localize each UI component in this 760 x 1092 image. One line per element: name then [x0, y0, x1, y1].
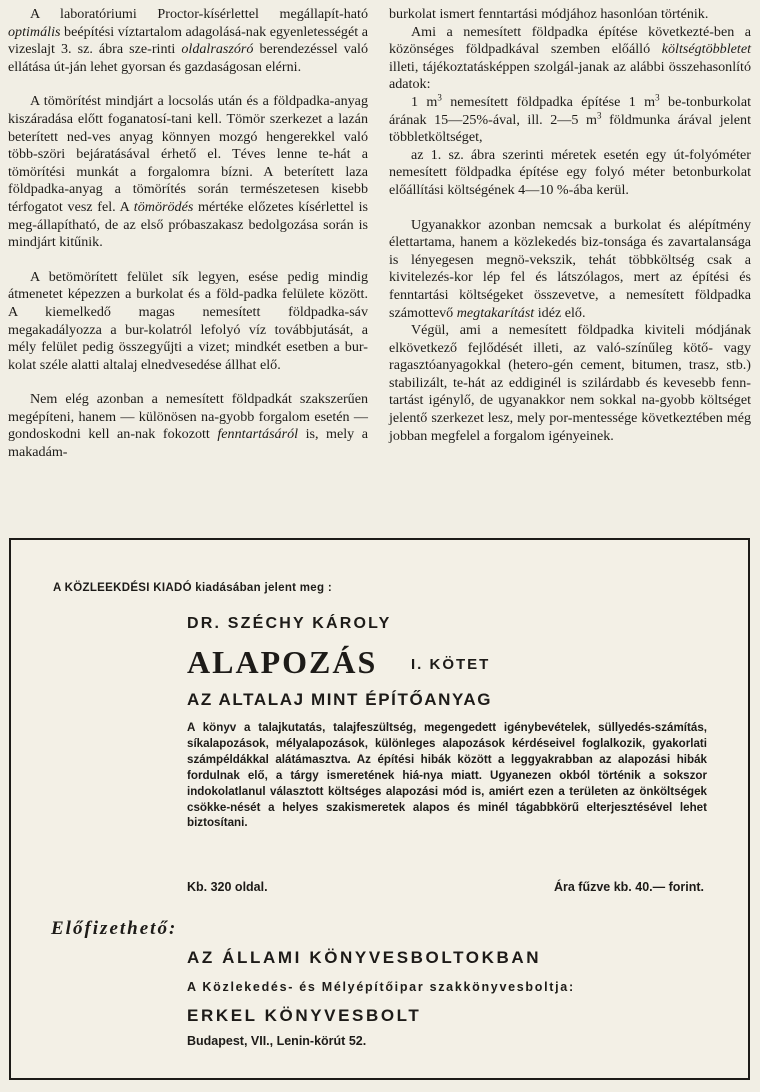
text: A tömörítést mindjárt a locsolás után és a földpadka-anyag kiszáradása előtt foganatosí-tani kell. Tömör szerkezet a lazán beterített ned-ves anyag könnyen mozgó hengerekkel való több-szöri bejáratásával érhető el. Téves lenne te-hát a tömörítési munkát a forgalomra bízni. A beterített laza földpadka-anyag a tömörítés során természetesen kisebb térfogatot vesz fel. A [8, 93, 368, 215]
paragraph [8, 93, 368, 251]
paragraph-continuation: burkolat ismert fenntartási módjához hasonlóan történik. [389, 6, 709, 22]
paragraph: A betömörített felület sík legyen, esése pedig mindig átmenetet képezzen a burkolat és a föld-padka felülete között. A kiemelkedő magas nemesített földpadka-sáv megakadályozza a bur-kolatról lefolyó víz továbbjutását, a mély felület pedig összegyűjti a vizet; mindkét esetben a bur-kolat széle alatti altalaj elnedvesedése állhat elő. [8, 268, 368, 373]
text: nemesített földpadka építése 1 m [441, 93, 656, 110]
superscript: 3 [597, 109, 602, 120]
text: földmunka árával jelent többletköltséget, [389, 111, 752, 146]
publisher-intro: A KÖZLEEKDÉSI KIADÓ kiadásában jelent meg : [53, 582, 332, 594]
book-advertisement [9, 538, 750, 1080]
text: Nem elég azonban a nemesített földpadkát szakszerűen megépíteni, hanem — különösen na-gyobb forgalom esetén — gondoskodni kell an-nak fokozott [8, 391, 368, 443]
italic-term: költségtöbbletet [661, 41, 751, 58]
paragraph [389, 217, 751, 323]
book-description: A könyv a talajkutatás, talajfeszültség, megengedett igénybevételek, süllyedés-számítás, síkalapozások, mélyalapozások, különleges alapozások kérdéseivel foglalkozik, gyakorlati számpéldákkal alátámasztva. Az építési hibák között a leggyakrabban az alapozási hibák fordulnak elő, a tárgy ismeretének hiá-nya miatt. Ugyanezen okból történik a sokszor indokolatlanul választott költséges alapozási mód is, amiért ezen a területen az önköltségek csökke-nését a helyes szakismeretek alapos és minél tágabbkörű elterjesztésével lehet biztosítani. [187, 721, 707, 830]
right-text-column [389, 6, 751, 445]
paragraph: Végül, ami a nemesített földpadka kiviteli módjának elkövetkező fejlődését illeti, az való-színűleg kötő- vagy ragasztóanyagokkal (hetero-gén cement, bitumen, trasz, stb.) stabilizált, te-hát az eddiginél is szilárdabb és kevesebb fenn-tartást igénylő, de ugyanakkor nem sokkal na-gyobb költséget jelentő szerkezet lesz, mely por-mentessége következtében még jobban megfelel a forgalom igényeinek. [389, 322, 751, 444]
text: beépítési víztartalom adagolásá-nak egyenletességét a vizeslajt 3. sz. ábra sze-rinti [8, 23, 368, 58]
italic-term: optimális [8, 23, 61, 40]
left-text-column [8, 6, 368, 479]
text: Ami a nemesített földpadka építése következté-ben a közönséges földpadkával szemben előálló [389, 23, 751, 58]
author-name: DR. SZÉCHY KÁROLY [187, 615, 392, 632]
page-count: Kb. 320 oldal. [187, 880, 268, 894]
italic-term: oldalraszóró [181, 41, 254, 58]
paragraph [8, 6, 368, 76]
paragraph [389, 24, 751, 94]
text: is, mely a makadám- [8, 426, 368, 461]
subscription-heading: Előfizethető: [51, 918, 178, 939]
text: Ugyanakkor azonban nemcsak a burkolat és alépítmény élettartama, hanem a közlekedés biz-tonsága és zavartalansága is lényegesen megnö-vekszik, tehát többköltség csak a kivitelezés-kor lép fel és látszólagos, mert az építési és fenntartási költségeket összevetve, a nemesített földpadka számottevő [389, 216, 751, 321]
text: be-tonburkolat árának 15—25%-ával, ill. 2—5 m [389, 93, 751, 128]
text: illeti, tájékoztatásképpen szolgál-janak az alábbi összehasonlító adatok: [389, 58, 751, 93]
text: mértéke előzetes kísérlettel is meg-állapítható, de az első próbaszakasz bedolgozása során is mindjárt kitűnik. [8, 198, 368, 251]
bookshop-address: Budapest, VII., Lenin-körút 52. [187, 1034, 367, 1048]
superscript: 3 [655, 92, 660, 103]
italic-term: fenntartásáról [217, 426, 299, 443]
bookshop-name: ERKEL KÖNYVESBOLT [187, 1006, 422, 1025]
text: berendezéssel való ellátása út-ján lehet gyorsan és gazdaságosan elérni. [8, 41, 368, 75]
paragraph [8, 391, 368, 461]
volume-label: I. KÖTET [411, 656, 491, 673]
paragraph [389, 94, 751, 147]
price: Ára fűzve kb. 40.— forint. [553, 880, 704, 894]
text: 1 m [411, 93, 438, 110]
stores-line: AZ ÁLLAMI KÖNYVESBOLTOKBAN [187, 948, 542, 967]
book-title: ALAPOZÁS [187, 644, 378, 680]
italic-term: megtakarítást [456, 304, 535, 321]
text: A laboratóriumi Proctor-kísérlettel megállapít-ható [30, 6, 368, 22]
text: idéz elő. [534, 304, 586, 321]
specialty-shop-label: A Közlekedés- és Mélyépítőipar szakkönyvesboltja: [187, 980, 575, 994]
italic-term: tömörödés [133, 198, 194, 215]
superscript: 3 [437, 92, 442, 103]
book-subtitle: AZ ALTALAJ MINT ÉPÍTŐANYAG [187, 690, 493, 709]
paragraph: az 1. sz. ábra szerinti méretek esetén egy út-folyóméter nemesített földpadka építése egy folyó méter betonburkolat előállítási költségének 4—10 %-ába kerül. [389, 146, 751, 198]
